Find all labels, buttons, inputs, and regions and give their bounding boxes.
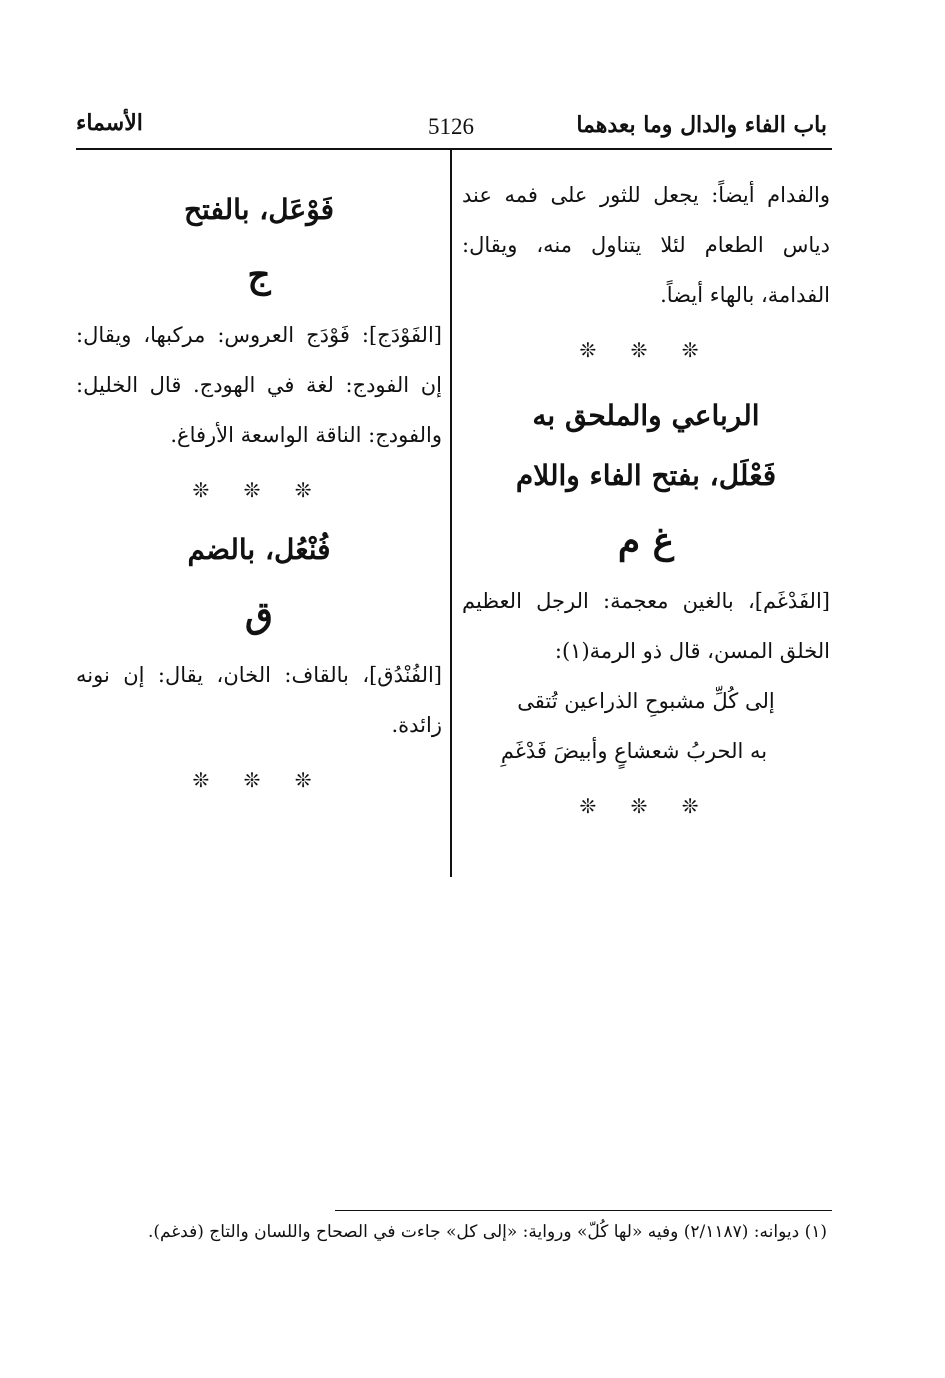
page-number: 5126 <box>428 114 474 139</box>
pattern-heading-falal: فَعْلَل، بفتح الفاء واللام <box>515 459 777 492</box>
entry-fawdaj: [الفَوْدَج]: فَوْدَج العروس: مركبها، ويقال: إن الفودج: لغة في الهودج. قال الخليل: والفودج: الناقة الواسعة الأرفاغ. <box>76 323 442 447</box>
right-column <box>462 170 830 836</box>
root-letters: غ م <box>617 520 675 562</box>
section-title: الأسماء <box>76 110 143 136</box>
pattern-heading-funul: فُنْعُل، بالضم <box>187 533 331 566</box>
verse-line-2: به الحربُ شعشاعٍ وأبيضَ فَدْغَمِ <box>500 739 768 763</box>
pattern-heading-fawal: فَوْعَل، بالفتح <box>183 193 335 226</box>
column-divider <box>450 150 452 877</box>
separator-stars: ❊ ❊ ❊ <box>192 768 326 792</box>
entry-fadgham: [الفَدْغَم]، بالغين معجمة: الرجل العظيم الخلق المسن، قال ذو الرمة(١): <box>462 589 830 663</box>
separator-stars: ❊ ❊ ❊ <box>579 794 713 818</box>
entry-fidam: والفدام أيضاً: يجعل للثور على فمه عند دياس الطعام لئلا يتناول منه، ويقال: الفدامة، بالهاء أيضاً. <box>462 183 830 307</box>
footnote-rule <box>335 1210 832 1211</box>
entry-funduq: [الفُنْدُق]، بالقاف: الخان، يقال: إن نونه زائدة. <box>76 663 442 737</box>
root-letter-jim: ج <box>247 254 271 296</box>
chapter-title: باب الفاء والدال وما بعدهما <box>576 112 827 138</box>
header-rule <box>76 148 832 150</box>
root-letter-qaf: ق <box>245 594 273 636</box>
left-column <box>76 170 442 810</box>
footnote: (١) ديوانه: (٢/١١٨٧) وفيه «لها كُلّ» ورواية: «إلى كل» جاءت في الصحاح واللسان والتاج (فدغم). <box>147 1222 827 1242</box>
separator-stars: ❊ ❊ ❊ <box>579 338 713 362</box>
section-heading-quadriliteral: الرباعي والملحق به <box>532 399 760 432</box>
separator-stars: ❊ ❊ ❊ <box>192 478 326 502</box>
verse-line-1: إلى كُلِّ مشبوحِ الذراعين تُتقى <box>517 689 775 713</box>
